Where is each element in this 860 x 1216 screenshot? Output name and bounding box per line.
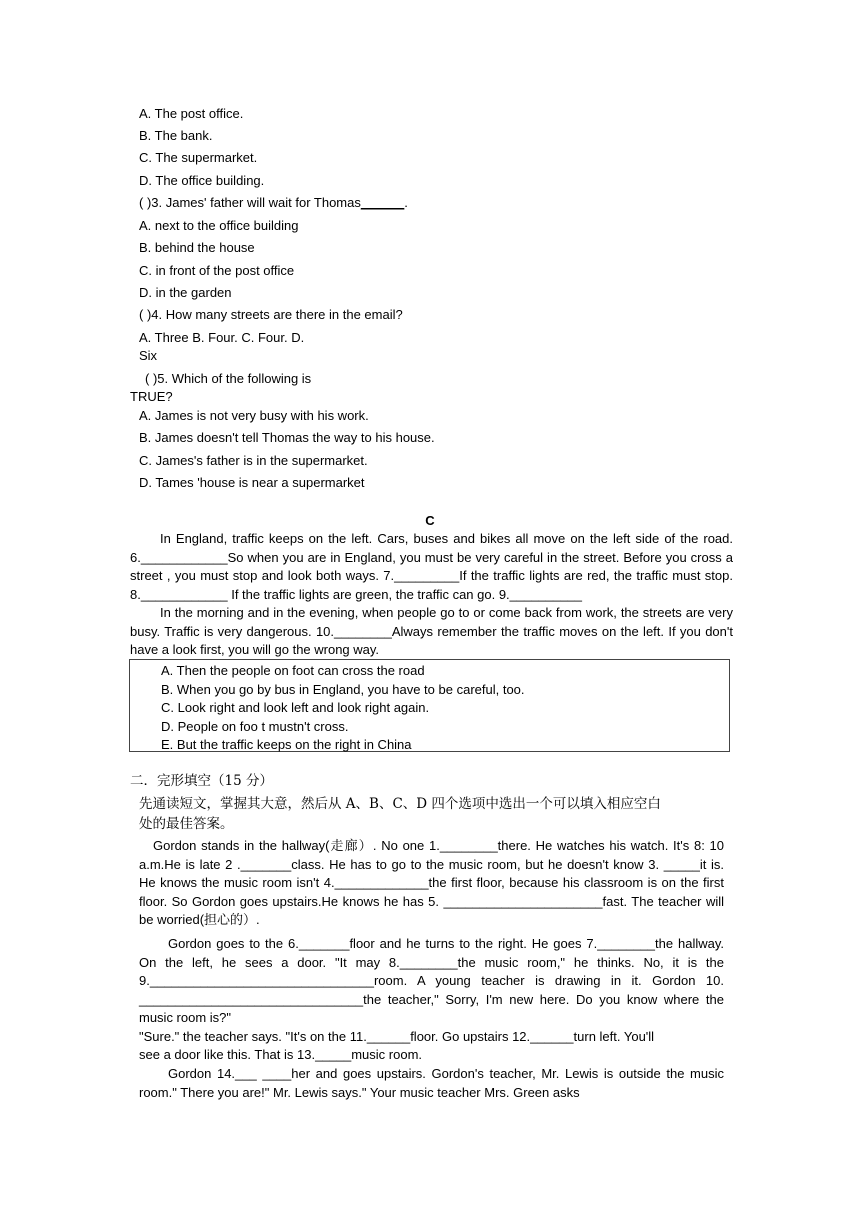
passage-c-paragraph-1: In England, traffic keeps on the left. Cars, buses and bikes all move on the left side of the road. 6.____________So when you are in England, you must be very careful in the street. Before you cross a street , you must stop and look both ways. 7._________If the traffic lights are red, the traffic must stop. 8.____________ If the traffic lights are green, the traffic can go. 9.__________ (130, 531, 733, 602)
q4-stem: ( )4. How many streets are there in the email? (139, 307, 403, 322)
q2-option-a: A. The post office. (139, 106, 244, 121)
q3-stem (139, 194, 408, 212)
q5-stem: ( )5. Which of the following is (145, 371, 312, 386)
q5-option-d: D. Tames 'house is near a supermarket (139, 475, 365, 490)
passage-c-option-c: C. Look right and look left and look right again. (161, 700, 430, 716)
passage-c-heading: C (425, 513, 435, 528)
q5-option-b: B. James doesn't tell Thomas the way to his house. (139, 430, 435, 445)
q2-option-d: D. The office building. (139, 173, 265, 188)
q3-option-d: D. in the garden (139, 285, 232, 300)
cloze-paragraph-3: Gordon 14.___ ____her and goes upstairs. Gordon's teacher, Mr. Lewis is outside the music room." There you are!" Mr. Lewis says." Your music teacher Mrs. Green asks (139, 1066, 724, 1100)
section-2-instruction-1: 先通读短文，掌握其大意，然后从 A、B、C、D 四个选项中选出一个可以填入相应空白 (139, 796, 661, 812)
section-2-title: 二．完形填空（15 分） (130, 773, 273, 789)
q5-option-c: C. James's father is in the supermarket. (139, 453, 368, 468)
q2-option-b: B. The bank. (139, 128, 213, 143)
q3-stem-text: ( )3. James' father will wait for Thomas (139, 195, 361, 210)
passage-c-option-b: B. When you go by bus in England, you have to be careful, too. (161, 681, 525, 697)
q3-option-a: A. next to the office building (139, 218, 299, 233)
passage-c-paragraph-2: In the morning and in the evening, when people go to or come back from work, the streets are very busy. Traffic is very dangerous. 10.________Always remember the traffic moves on the left. If you don't have a look first, you will go the wrong way. (130, 605, 733, 657)
cloze-paragraph-1: Gordon stands in the hallway(走廊）. No one 1.________there. He watches his watch. It's 8: 10 a.m.He is late 2 ._______class. He has to go to the music room, but he doesn't know 3. _____it is. He knows the music room isn't 4._____________the first floor, because his classroom is on the first floor. So Gordon goes upstairs.He knows he has 5. ______________________fast. The teacher will be worried(担心的）. (139, 838, 724, 927)
q4-options: A. Three B. Four. C. Four. D. (139, 330, 305, 345)
cloze-paragraph-2: Gordon goes to the 6._______floor and he turns to the right. He goes 7.________the hallway. On the left, he sees a door. "It may 8.________the music room," he thinks. No, it is the 9._______________________________room. A young teacher is drawing in it. Gordon 10. _______________________________the teacher," Sorry, I'm new here. Do you know where the music room is?" (139, 936, 724, 1025)
passage-c-option-a: A. Then the people on foot can cross the road (161, 663, 425, 678)
passage-c-option-d: D. People on foo t mustn't cross. (161, 718, 349, 734)
q5-option-a: A. James is not very busy with his work. (139, 408, 369, 423)
q3-option-b: B. behind the house (139, 240, 255, 255)
passage-c-option-e: E. But the traffic keeps on the right in China (161, 737, 412, 753)
q5-stem-wrap: TRUE? (130, 389, 173, 404)
q3-blank: ______ (360, 195, 405, 210)
section-2-instruction-2: 处的最佳答案。 (139, 816, 234, 832)
q3-option-c: C. in front of the post office (139, 263, 295, 278)
q3-stem-end: . (404, 195, 408, 210)
passage-c-options-box (129, 659, 730, 752)
q4-options-wrap: Six (139, 348, 158, 363)
cloze-line-sure-1: "Sure." the teacher says. "It's on the 11.______floor. Go upstairs 12.______turn left. You'll (139, 1029, 655, 1044)
cloze-line-sure-2: see a door like this. That is 13._____music room. (139, 1047, 423, 1062)
q2-option-c: C. The supermarket. (139, 150, 258, 165)
